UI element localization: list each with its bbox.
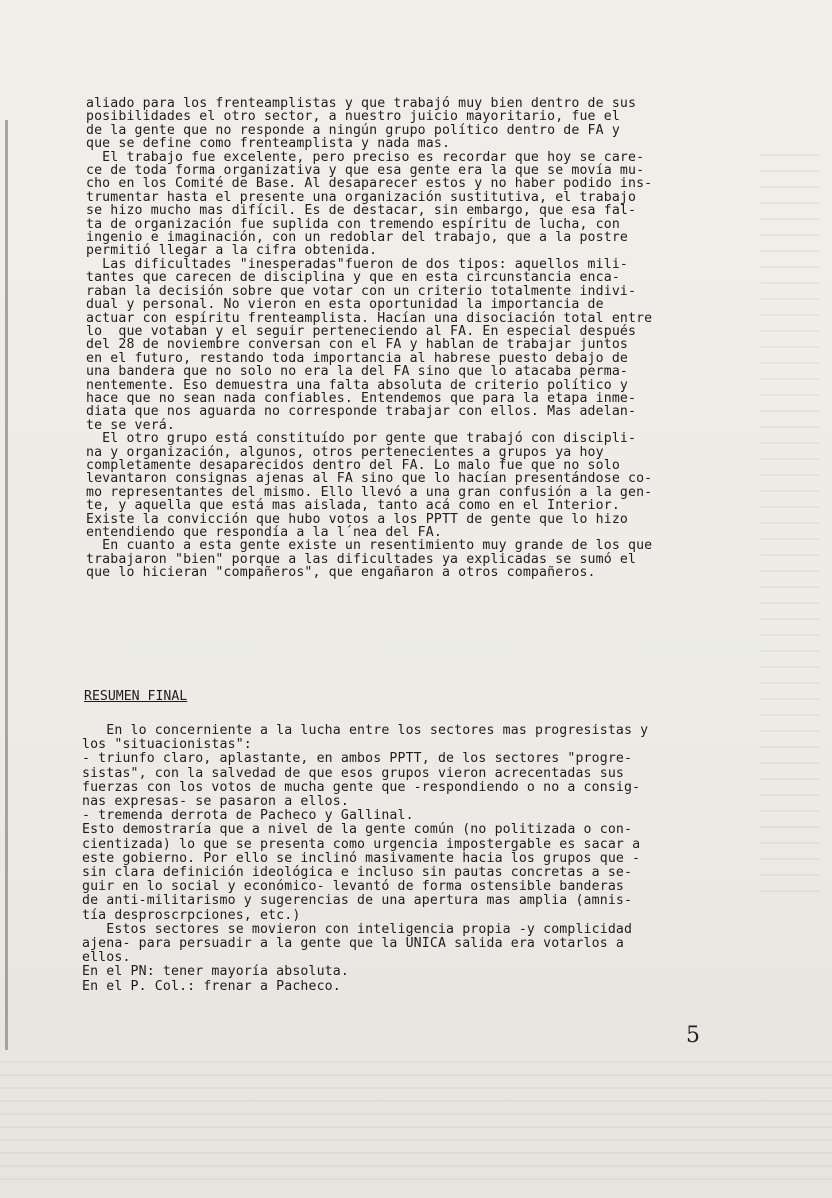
text-line: nentemente. Eso demuestra una falta absoluta de criterio político y — [86, 377, 628, 393]
text-line: na y organización, algunos, otros pertenecientes a grupos ya hoy — [86, 444, 604, 460]
page-number: 5 — [686, 1023, 700, 1048]
text-line: te se verá. — [86, 417, 175, 433]
text-line: del 28 de noviembre conversan con el FA y hablan de trabajar juntos — [86, 337, 628, 353]
text-line: tantes que carecen de disciplina y que en esta circunstancia enca- — [86, 270, 620, 286]
text-line: ellos. — [82, 950, 131, 966]
text-line: ta de organización fue suplida con tremendo espíritu de lucha, con — [86, 216, 620, 232]
text-line: ingenio e imaginación, con un redoblar del trabajo, que a la postre — [86, 230, 628, 246]
text-line: en el futuro, restando toda importancia al habrese puesto debajo de — [86, 350, 628, 366]
text-line: aliado para los frenteamplistas y que trabajó muy bien dentro de sus — [86, 96, 637, 111]
text-line: este gobierno. Por ello se inclinó masivamente hacia los grupos que - — [82, 850, 641, 866]
text-line: raban la decisión sobre que votar con un criterio totalmente indivi- — [86, 283, 637, 299]
text-line: trumentar hasta el presente una organización sustitutiva, el trabajo — [86, 189, 637, 205]
text-line: entendiendo que respondía a la l´nea del FA. — [86, 525, 442, 540]
text-line: que lo hicieran "compañeros", que engañaron a otros compañeros. — [86, 565, 596, 581]
text-line: nas expresas- se pasaron a ellos. — [82, 794, 349, 810]
binding-margin-line — [5, 120, 8, 1050]
text-line: - triunfo claro, aplastante, en ambos PPTT, de los sectores "progre- — [82, 751, 633, 767]
text-line: levantaron consignas ajenas al FA sino que lo hacían presentándose co- — [86, 471, 653, 487]
text-line: permitió llegar a la cifra obtenida. — [86, 243, 378, 259]
text-line: de la gente que no responde a ningún grupo político dentro de FA y — [86, 122, 620, 138]
body-text — [86, 97, 766, 580]
text-line: te, y aquella que está mas aislada, tanto acá como en el Interior. — [86, 498, 620, 514]
text-line: Las dificultades "inesperadas"fueron de dos tipos: aquellos mili- — [86, 256, 628, 272]
text-line: posibilidades el otro sector, a nuestro juicio mayoritario, fue el — [86, 109, 620, 125]
text-line: una bandera que no solo no era la del FA sino que lo atacaba perma- — [86, 364, 628, 380]
text-line: fuerzas con los votos de mucha gente que -respondiendo o no a consig- — [82, 779, 641, 795]
text-line: de anti-militarismo y sugerencias de una apertura mas amplia (amnis- — [82, 893, 633, 909]
text-line: que se define como frenteamplista y nada mas. — [86, 136, 451, 152]
text-line: Estos sectores se movieron con inteligencia propia -y complicidad — [82, 921, 633, 937]
text-line: - tremenda derrota de Pacheco y Gallinal. — [82, 808, 414, 824]
text-line: mo representantes del mismo. Ello llevó a una gran confusión a la gen- — [86, 484, 653, 500]
text-line: cho en los Comité de Base. Al desaparecer estos y no haber podido ins- — [86, 176, 653, 192]
text-line: diata que nos aguarda no corresponde trabajar con ellos. Mas adelan- — [86, 404, 637, 420]
text-line: lo que votaban y el seguir perteneciendo al FA. En especial después — [86, 323, 637, 339]
text-line: tía desproscrpciones, etc.) — [82, 907, 301, 923]
text-line: ce de toda forma organizativa y que esa gente era la que se movía mu- — [86, 163, 645, 179]
text-line: sistas", con la salvedad de que esos grupos vieron acrecentadas sus — [82, 765, 624, 781]
text-line: sin clara definición ideológica e incluso sin pautas concretas a se- — [82, 865, 633, 881]
text-line: actuar con espíritu frenteamplista. Hacían una disociación total entre — [86, 310, 653, 326]
text-line: completamente desaparecidos dentro del FA. Lo malo fue que no solo — [86, 457, 620, 473]
text-line: En lo concerniente a la lucha entre los sectores mas progresistas y — [82, 723, 649, 738]
text-line: El trabajo fue excelente, pero preciso es recordar que hoy se care- — [86, 149, 645, 165]
text-line: dual y personal. No vieron en esta oportunidad la importancia de — [86, 297, 604, 313]
section-heading: RESUMEN FINAL — [84, 689, 188, 704]
text-line: En el P. Col.: frenar a Pacheco. — [82, 978, 341, 994]
text-line: cientizada) lo que se presenta como urgencia impostergable es sacar a — [82, 836, 641, 852]
text-line: Esto demostraría que a nivel de la gente común (no politizada o con- — [82, 822, 633, 838]
text-line: El otro grupo está constituído por gente que trabajó con discipli- — [86, 431, 637, 447]
summary-text — [82, 724, 772, 994]
text-line: hace que no sean nada confiables. Entendemos que para la etapa inme- — [86, 390, 637, 406]
show-through-texture-bottom — [0, 1050, 832, 1180]
text-line: Existe la convicción que hubo votos a los PPTT de gente que lo hizo — [86, 511, 628, 527]
text-line: guir en lo social y económico- levantó de forma ostensible banderas — [82, 879, 624, 895]
text-line: ajena- para persuadir a la gente que la UNICA salida era votarlos a — [82, 936, 624, 952]
text-line: los "situacionistas": — [82, 737, 252, 753]
text-line: En cuanto a esta gente existe un resentimiento muy grande de los que — [86, 538, 653, 554]
text-line: trabajaron "bien" porque a las dificultades ya explicadas se sumó el — [86, 551, 637, 567]
text-line: se hizo mucho mas difícil. Es de destacar, sin embargo, que esa fal- — [86, 203, 637, 219]
text-line: En el PN: tener mayoría absoluta. — [82, 964, 349, 980]
